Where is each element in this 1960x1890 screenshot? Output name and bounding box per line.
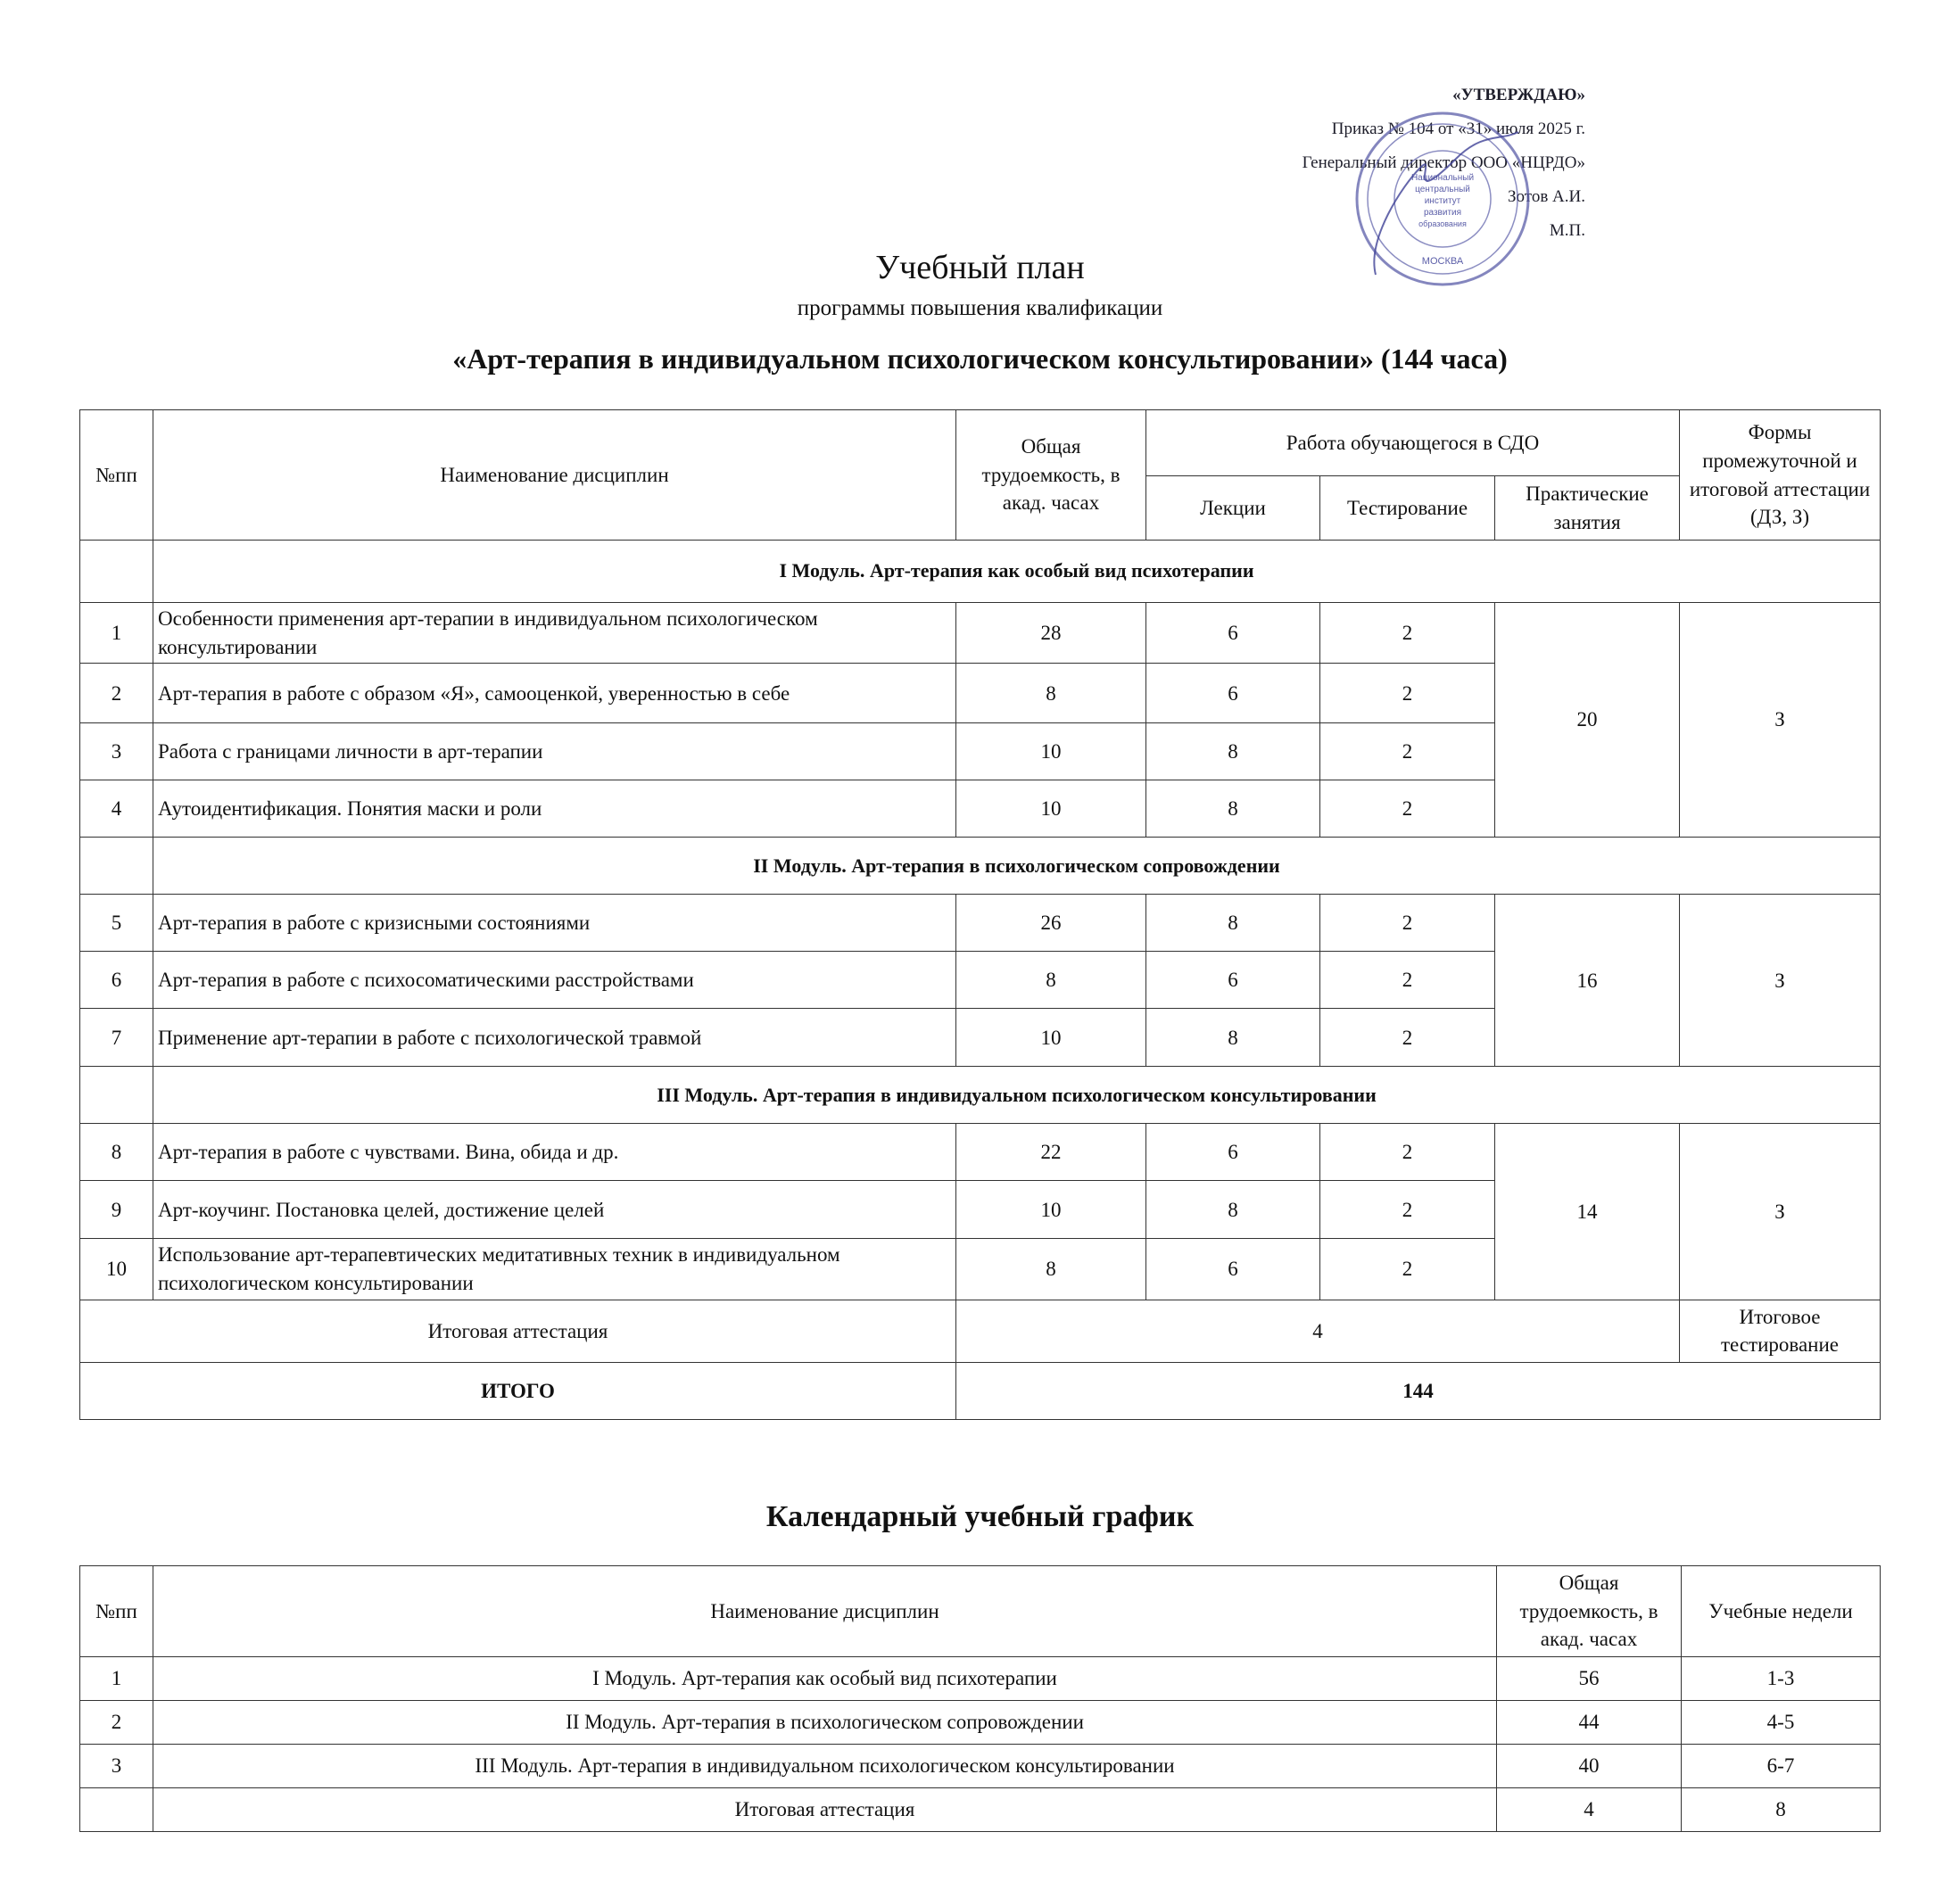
- row-lectures: 8: [1146, 1009, 1320, 1067]
- module-title: III Модуль. Арт-терапия в индивидуальном психологическом консультировании: [153, 1067, 1881, 1124]
- row-num: 2: [80, 664, 153, 723]
- row-name: Арт-терапия в работе с психосоматическими расстройствами: [153, 952, 956, 1009]
- row-total: 8: [956, 1239, 1146, 1300]
- schedule-table: [79, 1565, 1881, 1832]
- module-practice: 14: [1495, 1124, 1680, 1300]
- row-testing: 2: [1320, 1239, 1495, 1300]
- row-num: 8: [80, 1124, 153, 1181]
- sched-row-name: Итоговая аттестация: [153, 1788, 1497, 1832]
- module-form: З: [1680, 603, 1881, 838]
- row-lectures: 6: [1146, 1239, 1320, 1300]
- row-lectures: 8: [1146, 723, 1320, 780]
- approval-heading: «УТВЕРЖДАЮ»: [1452, 86, 1585, 104]
- sched-row-weeks: 8: [1682, 1788, 1881, 1832]
- approval-seal: М.П.: [1549, 221, 1585, 240]
- row-total: 10: [956, 1009, 1146, 1067]
- sched-row-num: 1: [80, 1657, 153, 1701]
- header-practice: Практические занятия: [1495, 476, 1680, 541]
- row-lectures: 6: [1146, 1124, 1320, 1181]
- sched-row-name: I Модуль. Арт-терапия как особый вид психотерапии: [153, 1657, 1497, 1701]
- header-testing: Тестирование: [1320, 476, 1495, 541]
- schedule-title: Календарный учебный график: [765, 1500, 1195, 1533]
- study-plan-table: [79, 409, 1881, 1420]
- row-lectures: 6: [1146, 603, 1320, 664]
- total-hours: 144: [956, 1362, 1881, 1419]
- row-num: 4: [80, 780, 153, 838]
- row-total: 8: [956, 952, 1146, 1009]
- row-testing: 2: [1320, 1009, 1495, 1067]
- sched-row-total: 56: [1497, 1657, 1682, 1701]
- row-lectures: 6: [1146, 952, 1320, 1009]
- header-lectures: Лекции: [1146, 476, 1320, 541]
- row-total: 8: [956, 664, 1146, 723]
- svg-text:Национальный: Национальный: [1410, 173, 1475, 183]
- header-num: №пп: [80, 410, 153, 541]
- svg-text:образования: образования: [1418, 219, 1467, 228]
- row-name: Арт-терапия в работе с образом «Я», самооценкой, уверенностью в себе: [153, 664, 956, 723]
- row-total: 10: [956, 780, 1146, 838]
- program-title: «Арт-терапия в индивидуальном психологическом консультировании» (144 часа): [452, 343, 1508, 375]
- module-form: З: [1680, 1124, 1881, 1300]
- final-form: Итоговое тестирование: [1680, 1300, 1881, 1362]
- final-hours: 4: [956, 1300, 1680, 1362]
- approval-director: Генеральный директор ООО «НЦРДО»: [1302, 153, 1585, 172]
- sched-row-weeks: 6-7: [1682, 1745, 1881, 1788]
- row-testing: 2: [1320, 603, 1495, 664]
- row-name: Применение арт-терапии в работе с психологической травмой: [153, 1009, 956, 1067]
- svg-text:МОСКВА: МОСКВА: [1421, 256, 1464, 267]
- row-num: 5: [80, 895, 153, 952]
- module-num-cell: [80, 541, 153, 603]
- row-total: 28: [956, 603, 1146, 664]
- sched-row-num: [80, 1788, 153, 1832]
- total-label: ИТОГО: [80, 1362, 956, 1419]
- row-lectures: 8: [1146, 1181, 1320, 1239]
- final-label: Итоговая аттестация: [80, 1300, 956, 1362]
- module-title: I Модуль. Арт-терапия как особый вид психотерапии: [153, 541, 1881, 603]
- page-subtitle: программы повышения квалификации: [797, 296, 1163, 320]
- row-num: 1: [80, 603, 153, 664]
- sched-header-num: №пп: [80, 1566, 153, 1657]
- row-testing: 2: [1320, 895, 1495, 952]
- module-practice: 16: [1495, 895, 1680, 1067]
- row-num: 3: [80, 723, 153, 780]
- row-testing: 2: [1320, 780, 1495, 838]
- row-lectures: 8: [1146, 895, 1320, 952]
- row-name: Арт-терапия в работе с чувствами. Вина, обида и др.: [153, 1124, 956, 1181]
- page-title: Учебный план: [875, 249, 1085, 286]
- header-total: Общая трудоемкость, в акад. часах: [956, 410, 1146, 541]
- approval-order: Приказ № 104 от «31» июля 2025 г.: [1331, 120, 1585, 138]
- row-lectures: 6: [1146, 664, 1320, 723]
- module-num-cell: [80, 1067, 153, 1124]
- sched-row-num: 3: [80, 1745, 153, 1788]
- module-num-cell: [80, 838, 153, 895]
- row-num: 7: [80, 1009, 153, 1067]
- row-total: 10: [956, 1181, 1146, 1239]
- svg-text:центральный: центральный: [1415, 185, 1470, 194]
- sched-row-weeks: 1-3: [1682, 1657, 1881, 1701]
- module-title: II Модуль. Арт-терапия в психологическом сопровождении: [153, 838, 1881, 895]
- row-total: 26: [956, 895, 1146, 952]
- row-name: Арт-коучинг. Постановка целей, достижение целей: [153, 1181, 956, 1239]
- module-form: З: [1680, 895, 1881, 1067]
- row-testing: 2: [1320, 1181, 1495, 1239]
- row-testing: 2: [1320, 1124, 1495, 1181]
- sched-header-weeks: Учебные недели: [1682, 1566, 1881, 1657]
- module-practice: 20: [1495, 603, 1680, 838]
- sched-row-weeks: 4-5: [1682, 1701, 1881, 1745]
- row-name: Аутоидентификация. Понятия маски и роли: [153, 780, 956, 838]
- approval-name: Зотов А.И.: [1508, 187, 1585, 206]
- sched-row-total: 4: [1497, 1788, 1682, 1832]
- sched-header-total: Общая трудоемкость, в акад. часах: [1497, 1566, 1682, 1657]
- svg-text:развития: развития: [1423, 208, 1462, 218]
- sched-row-name: III Модуль. Арт-терапия в индивидуальном психологическом консультировании: [153, 1745, 1497, 1788]
- row-num: 10: [80, 1239, 153, 1300]
- row-lectures: 8: [1146, 780, 1320, 838]
- sched-row-total: 44: [1497, 1701, 1682, 1745]
- header-sdo: Работа обучающегося в СДО: [1146, 410, 1680, 476]
- row-name: Работа с границами личности в арт-терапии: [153, 723, 956, 780]
- header-forms: Формы промежуточной и итоговой аттестации (ДЗ, З): [1680, 410, 1881, 541]
- sched-row-num: 2: [80, 1701, 153, 1745]
- row-name: Арт-терапия в работе с кризисными состояниями: [153, 895, 956, 952]
- row-testing: 2: [1320, 664, 1495, 723]
- row-total: 22: [956, 1124, 1146, 1181]
- sched-row-name: II Модуль. Арт-терапия в психологическом сопровождении: [153, 1701, 1497, 1745]
- row-total: 10: [956, 723, 1146, 780]
- row-name: Особенности применения арт-терапии в индивидуальном психологическом консультировании: [153, 603, 956, 664]
- sched-header-name: Наименование дисциплин: [153, 1566, 1497, 1657]
- svg-text:институт: институт: [1424, 196, 1461, 206]
- row-testing: 2: [1320, 952, 1495, 1009]
- sched-row-total: 40: [1497, 1745, 1682, 1788]
- row-testing: 2: [1320, 723, 1495, 780]
- header-name: Наименование дисциплин: [153, 410, 956, 541]
- row-name: Использование арт-терапевтических медитативных техник в индивидуальном психологическом консультировании: [153, 1239, 956, 1300]
- row-num: 6: [80, 952, 153, 1009]
- row-num: 9: [80, 1181, 153, 1239]
